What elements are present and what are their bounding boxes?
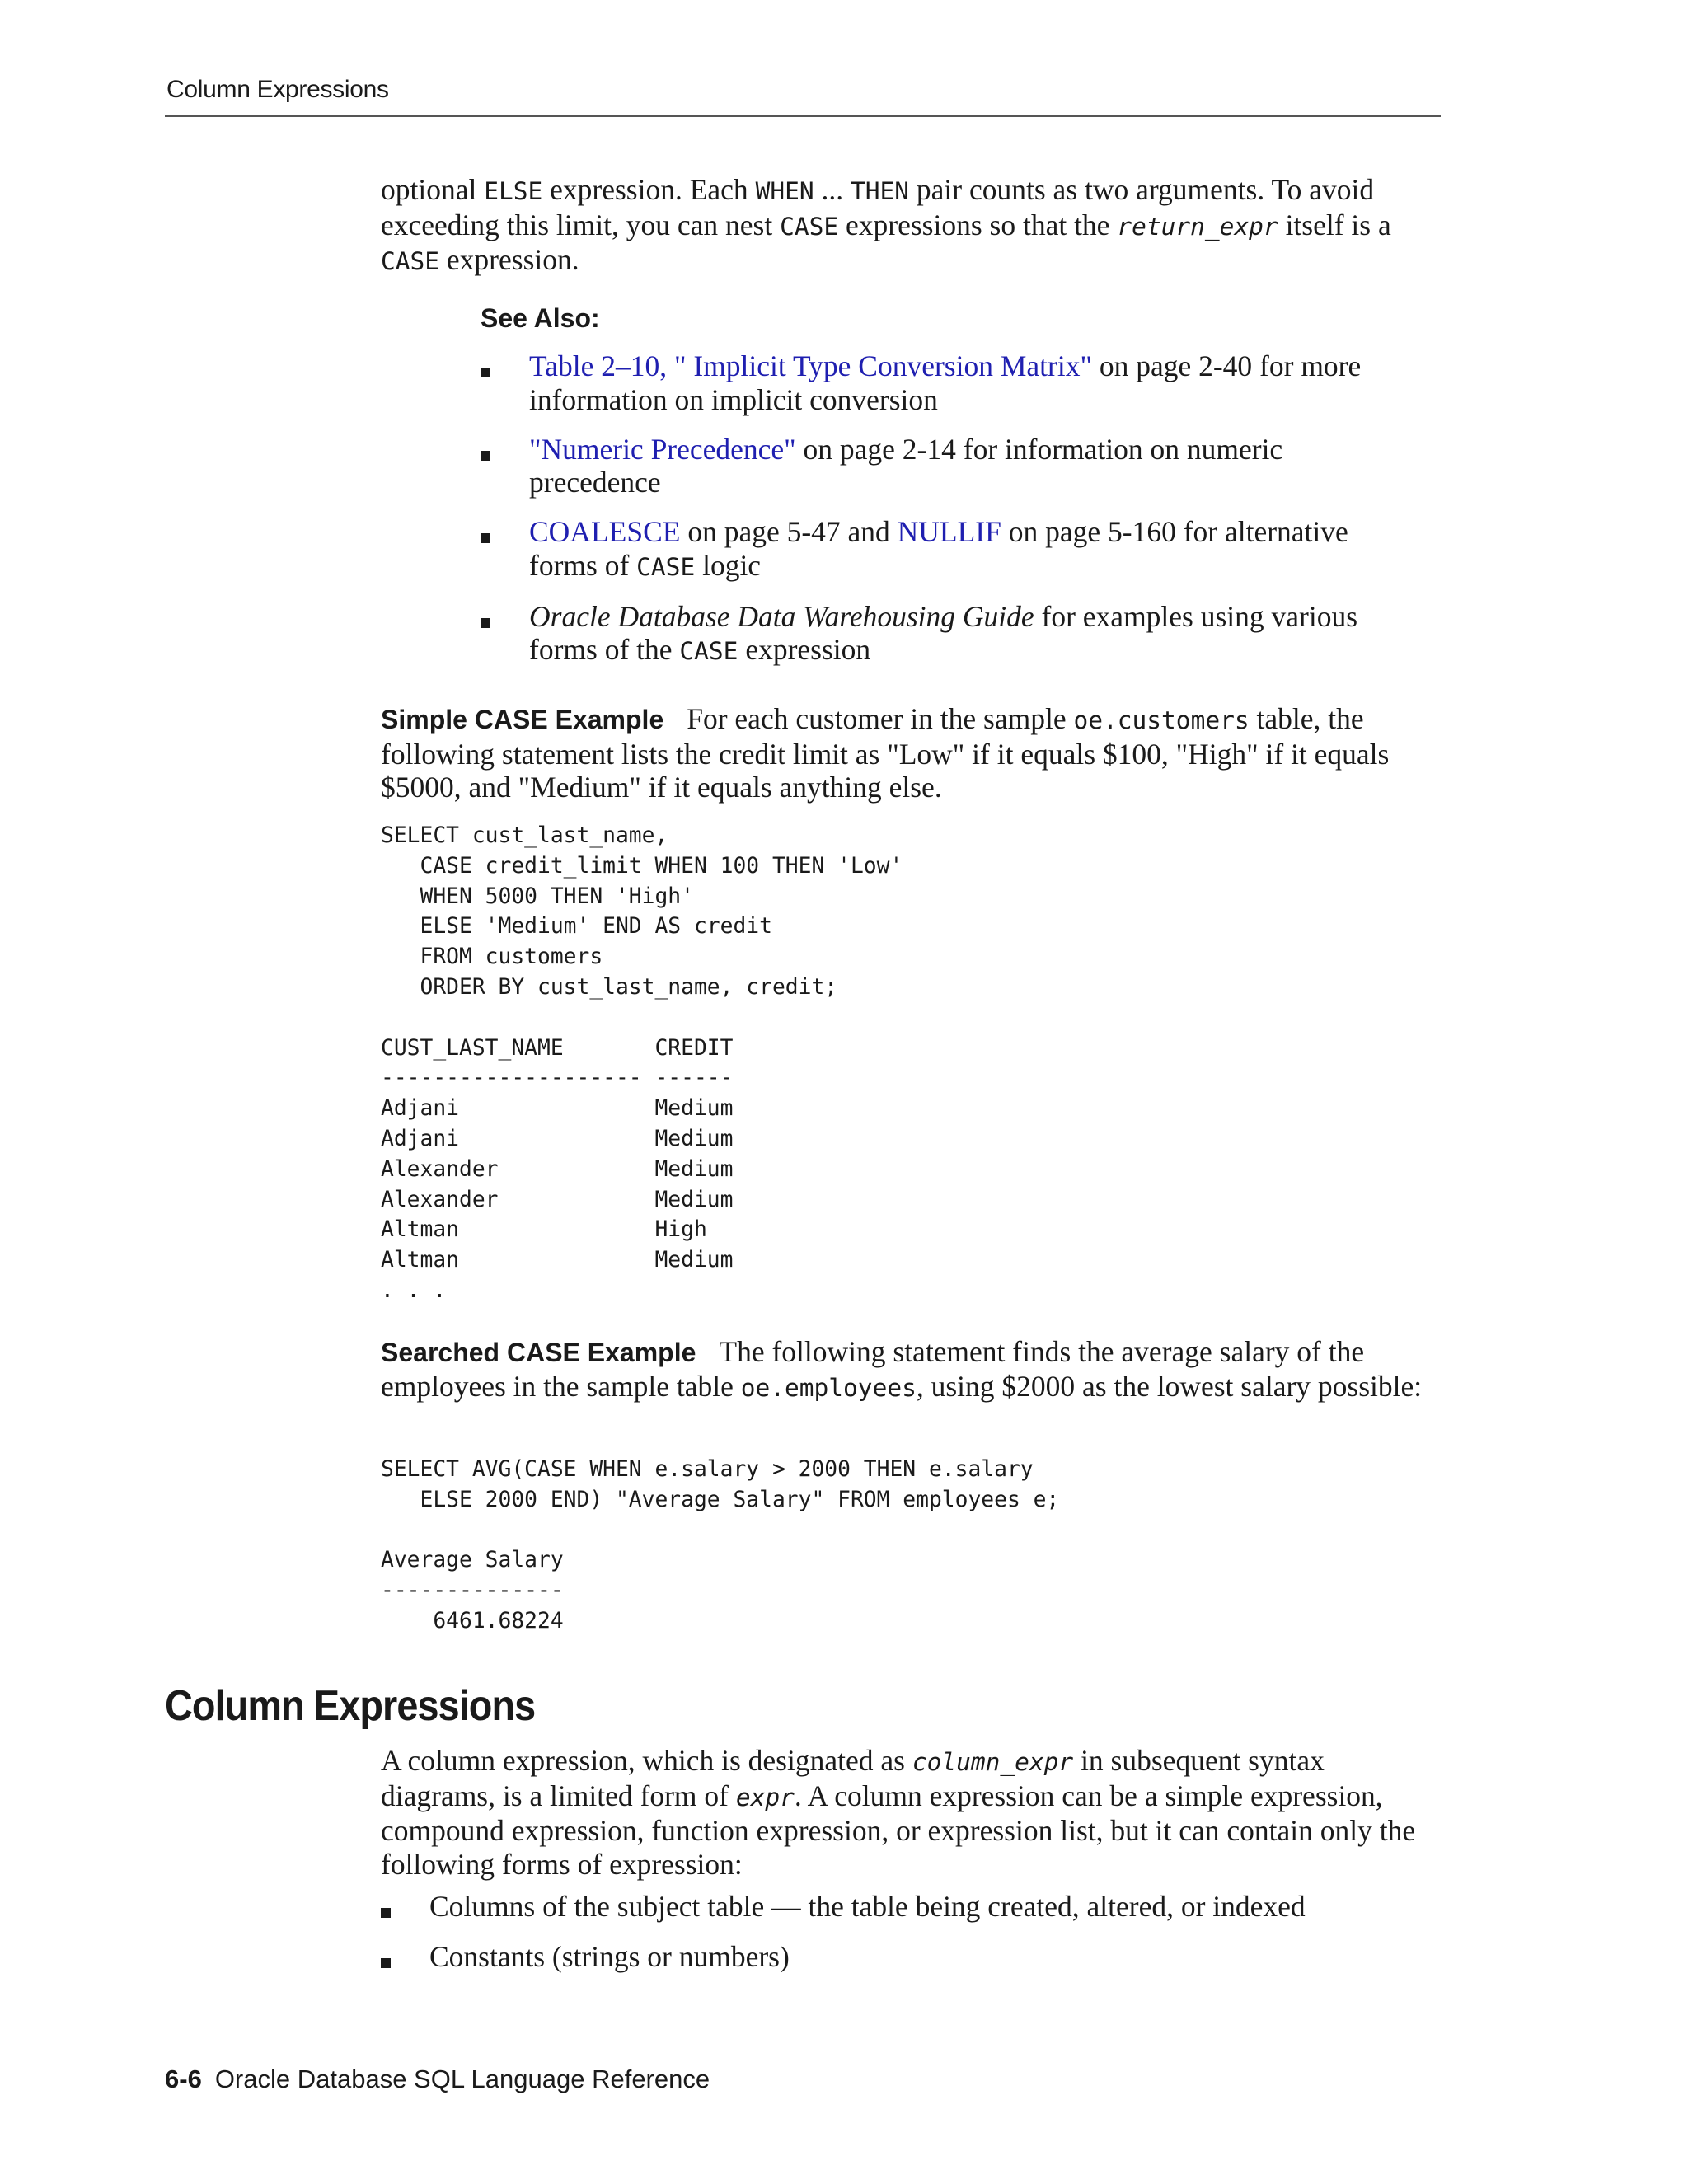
searched-case-paragraph: Searched CASE Example The following statement finds the average salary of the employees in the sample table oe.employees, using $2000 as the lowest salary possible:: [381, 1335, 1423, 1403]
see-also-list: [481, 349, 1387, 684]
bullet-icon: [481, 533, 490, 543]
code-then: THEN: [850, 177, 910, 205]
bullet-icon: [481, 368, 490, 377]
code-case: CASE: [381, 247, 440, 275]
book-title-reference: Oracle Database Data Warehousing Guide: [529, 599, 1034, 633]
code-expr: expr: [735, 1783, 795, 1811]
intro-paragraph: optional ELSE expression. Each WHEN ... THEN pair counts as two arguments. To avoid exceeding this limit, you can nest CASE expressions so that the return_expr itself is a CASE expression.: [381, 173, 1391, 276]
simple-case-heading: Simple CASE Example: [381, 705, 664, 734]
page-number: 6-6: [165, 2064, 202, 2093]
link-implicit-type-conversion-matrix[interactable]: Table 2–10, " Implicit Type Conversion Matrix": [529, 349, 1092, 382]
simple-case-paragraph: Simple CASE Example For each customer in the sample oe.customers table, the following statement lists the credit limit as "Low" if it equals $100, "High" if it equals $5000, and "Medium" if it equals anything else.: [381, 702, 1390, 804]
code-oe-employees: oe.employees: [740, 1373, 917, 1402]
list-item: Columns of the subject table — the table being created, altered, or indexed: [381, 1890, 1452, 1924]
page-footer: [165, 2064, 710, 2094]
column-expressions-paragraph: A column expression, which is designated as column_expr in subsequent syntax diagrams, is a limited form of expr. A column expression can be a simple expression, compound expression, function expression, or expression list, but it can contain only the following forms of expression:: [381, 1744, 1416, 1881]
code-return-expr: return_expr: [1117, 212, 1278, 241]
code-column-expr: column_expr: [912, 1748, 1074, 1776]
column-expression-forms-list: [381, 1890, 1452, 1990]
code-when: WHEN: [755, 177, 814, 205]
running-header: Column Expressions: [166, 76, 389, 103]
code-oe-customers: oe.customers: [1073, 706, 1250, 734]
list-item: Constants (strings or numbers): [381, 1940, 1452, 1974]
searched-case-heading: Searched CASE Example: [381, 1338, 696, 1367]
see-also-item: "Numeric Precedence" on page 2-14 for information on numeric precedence: [481, 433, 1387, 499]
bullet-icon: [381, 1958, 391, 1968]
see-also-item: Oracle Database Data Warehousing Guide for examples using various forms of the CASE expression: [481, 600, 1387, 668]
simple-case-code-block: SELECT cust_last_name, CASE credit_limit WHEN 100 THEN 'Low' WHEN 5000 THEN 'High' ELSE 'Medium' END AS credit FROM customers ORDER BY cust_last_name, credit; CUST_LAST_NAME CREDIT -------------------- ------ Adjani Medium Adjani Medium Alexander Medium Alexander Medium Altman High Altman Medium . . .: [381, 823, 903, 1303]
code-case: CASE: [636, 552, 696, 581]
searched-case-code-block: SELECT AVG(CASE WHEN e.salary > 2000 THEN e.salary ELSE 2000 END) "Average Salary" FROM employees e; Average Salary -------------- 6461.68224: [381, 1457, 1060, 1633]
link-numeric-precedence[interactable]: "Numeric Precedence": [529, 432, 796, 466]
book-title: Oracle Database SQL Language Reference: [214, 2064, 710, 2093]
bullet-icon: [481, 451, 490, 461]
bullet-icon: [381, 1908, 391, 1918]
see-also-item: COALESCE on page 5-47 and NULLIF on page 5-160 for alternative forms of CASE logic: [481, 515, 1387, 583]
section-heading-column-expressions: Column Expressions: [165, 1682, 536, 1730]
link-nullif[interactable]: NULLIF: [897, 515, 1001, 548]
bullet-icon: [481, 618, 490, 628]
header-rule: [165, 115, 1441, 117]
see-also-title: See Also:: [481, 303, 600, 333]
code-else: ELSE: [484, 177, 543, 205]
see-also-item: Table 2–10, " Implicit Type Conversion Matrix" on page 2-40 for more information on implicit conversion: [481, 349, 1387, 416]
link-coalesce[interactable]: COALESCE: [529, 515, 681, 548]
code-case: CASE: [679, 637, 738, 665]
code-case: CASE: [780, 212, 839, 241]
